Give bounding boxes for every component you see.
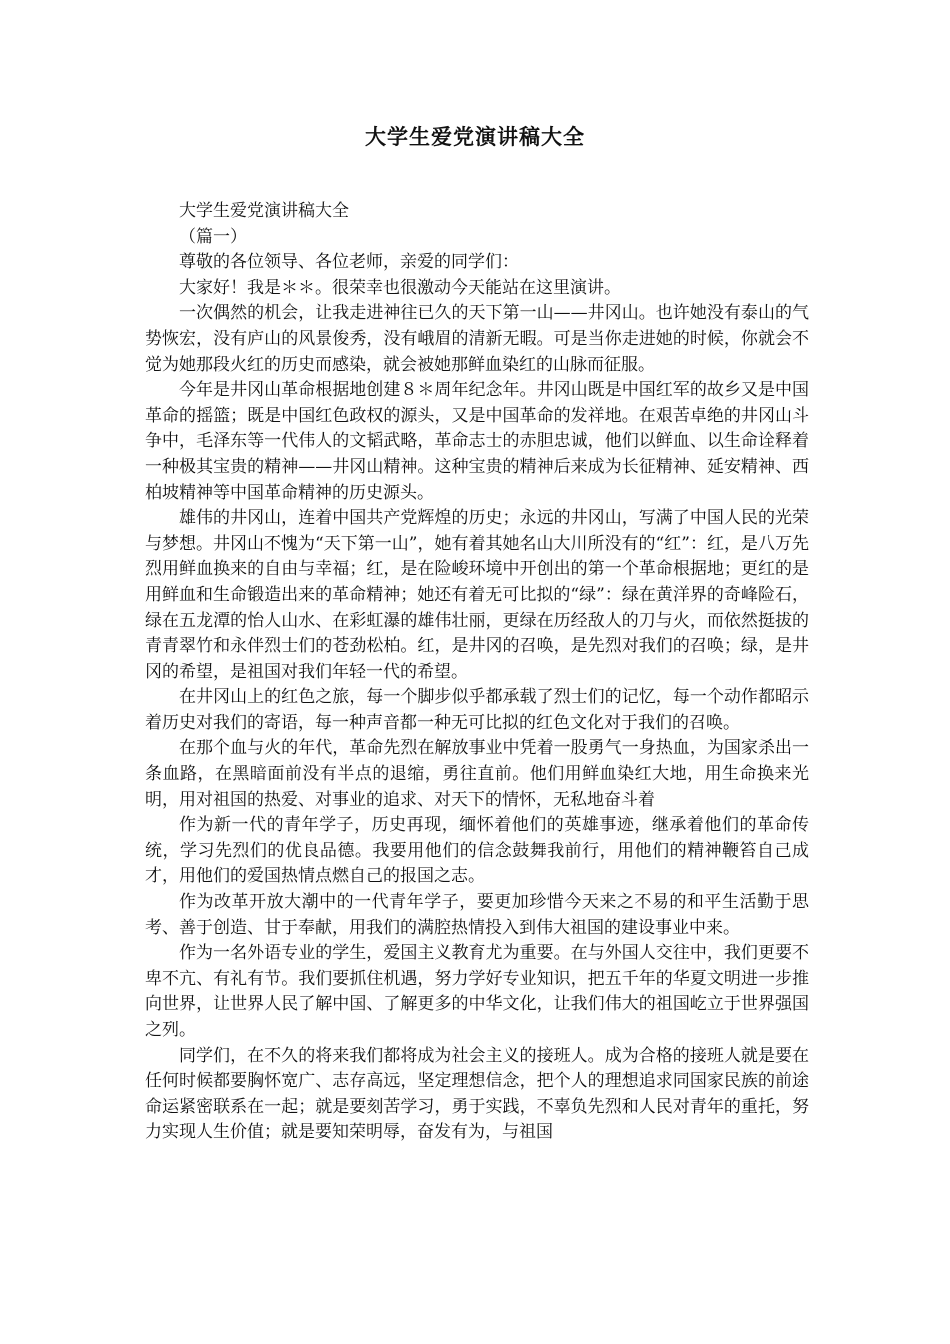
document-body [145,199,809,1146]
paragraph: 同学们，在不久的将来我们都将成为社会主义的接班人。成为合格的接班人就是要在任何时候都要胸怀宽广、志存高远，坚定理想信念，把个人的理想追求同国家民族的前途命运紧密联系在一起；就是要刻苦学习，勇于实践，不辜负先烈和人民对青年的重托，努力实现人生价值；就是要知荣明辱，奋发有为，与祖国 [145,1045,809,1143]
paragraph: 一次偶然的机会，让我走进神往已久的天下第一山——井冈山。也许她没有泰山的气势恢宏，没有庐山的风景俊秀，没有峨眉的清新无暇。可是当你走进她的时候，你就会不觉为她那段火红的历史而感染，就会被她那鲜血染红的山脉而征服。 [145,303,809,375]
paragraph-salutation: 尊敬的各位领导、各位老师，亲爱的同学们： [179,252,519,273]
paragraph: 在那个血与火的年代，革命先烈在解放事业中凭着一股勇气一身热血，为国家杀出一条血路，在黑暗面前没有半点的退缩，勇往直前。他们用鲜血染红大地，用生命换来光明，用对祖国的热爱、对事业的追求、对天下的情怀，无私地奋斗着 [145,738,809,810]
paragraph: 在井冈山上的红色之旅，每一个脚步似乎都承载了烈士们的记忆，每一个动作都昭示着历史对我们的寄语，每一种声音都一种无可比拟的红色文化对于我们的召唤。 [145,687,809,733]
paragraph-subtitle: 大学生爱党演讲稿大全 [179,201,349,221]
paragraph: 雄伟的井冈山，连着中国共产党辉煌的历史；永远的井冈山，写满了中国人民的光荣与梦想。井冈山不愧为“天下第一山”，她有着其她名山大川所没有的“红”：红，是八万先烈用鲜血换来的自由与幸福；红，是在险峻环境中开创出的第一个革命根据地；更红的是用鲜血和生命锻造出来的革命精神；她还有着无可比拟的“绿”：绿在黄洋界的奇峰险石，绿在五龙潭的怡人山水、在彩虹瀑的雄伟壮丽，更绿在历经敌人的刀与火，而依然挺拔的青青翠竹和永伴烈士们的苍劲松柏。红，是井冈的召唤，是先烈对我们的召唤；绿，是井冈的希望，是祖国对我们年轻一代的希望。 [145,508,809,682]
paragraph-section-label: （篇一） [179,226,247,247]
paragraph: 今年是井冈山革命根据地创建８＊周年纪念年。井冈山既是中国红军的故乡又是中国革命的摇篮；既是中国红色政权的源头，又是中国革命的发祥地。在艰苦卓绝的井冈山斗争中，毛泽东等一代伟人的文韬武略，革命志士的赤胆忠诚，他们以鲜血、以生命诠释着一种极其宝贵的精神——井冈山精神。这种宝贵的精神后来成为长征精神、延安精神、西柏坡精神等中国革命精神的历史源头。 [145,380,809,503]
document-title: 大学生爱党演讲稿大全 [365,125,585,149]
paragraph-greeting: 大家好！我是＊＊。很荣幸也很激动今天能站在这里演讲。 [179,277,621,298]
paragraph: 作为改革开放大潮中的一代青年学子，要更加珍惜今天来之不易的和平生活勤于思考、善于创造、甘于奉献，用我们的满腔热情投入到伟大祖国的建设事业中来。 [145,892,809,938]
paragraph: 作为一名外语专业的学生，爱国主义教育尤为重要。在与外国人交往中，我们更要不卑不亢、有礼有节。我们要抓住机遇，努力学好专业知识，把五千年的华夏文明进一步推向世界，让世界人民了解中国、了解更多的中华文化，让我们伟大的祖国屹立于世界强国之列。 [145,943,809,1040]
paragraph: 作为新一代的青年学子，历史再现，缅怀着他们的英雄事迹，继承着他们的革命传统，学习先烈们的优良品德。我要用他们的信念鼓舞我前行，用他们的精神鞭笞自己成才，用他们的爱国热情点燃自己的报国之志。 [145,815,809,887]
